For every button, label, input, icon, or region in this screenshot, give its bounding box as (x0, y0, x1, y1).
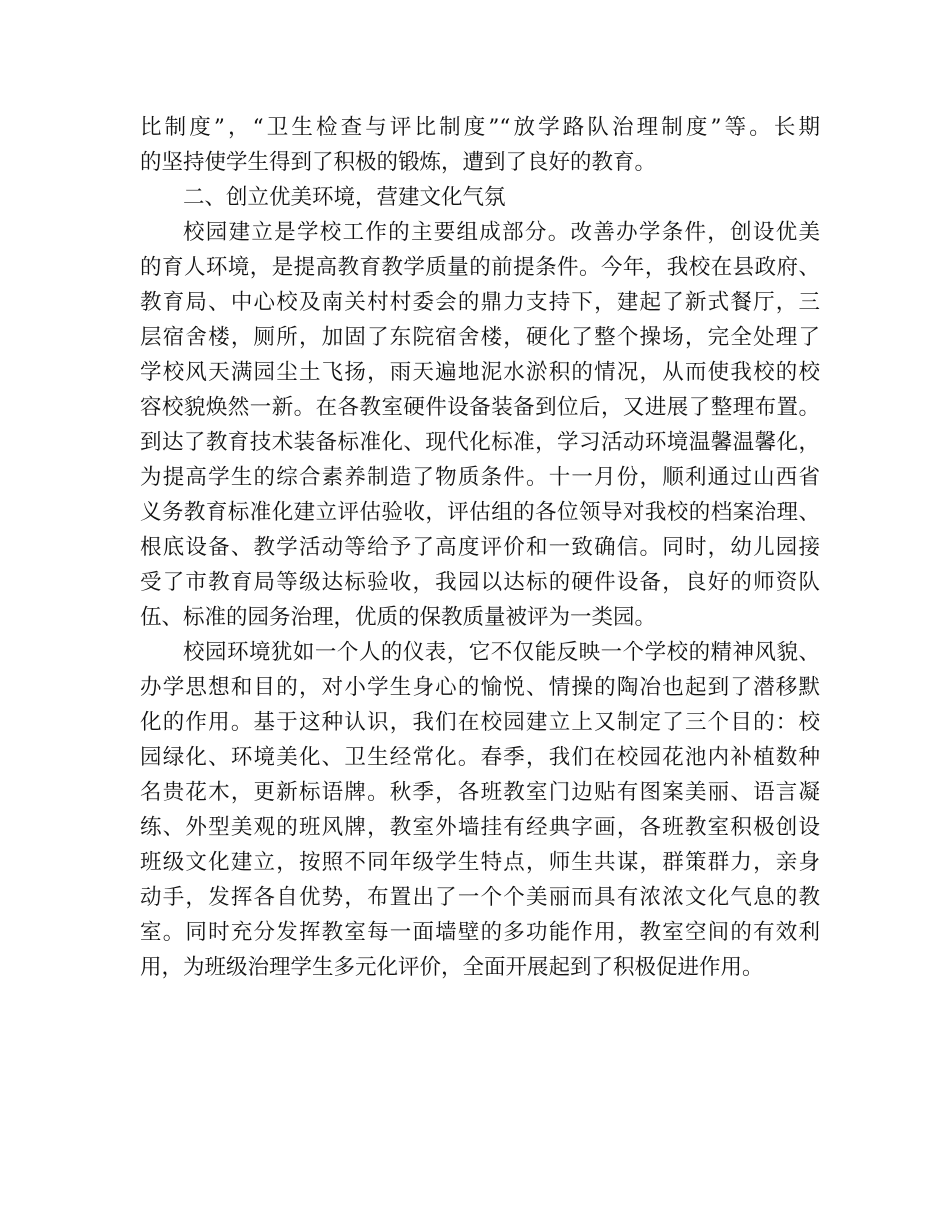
text-line: 班级文化建立，按照不同年级学生特点，师生共谋，群策群力，亲身 (140, 850, 820, 875)
text-line: 校园建立是学校工作的主要组成部分。改善办学条件，创设优美 (183, 220, 820, 245)
text-line: 容校貌焕然一新。在各教室硬件设备装备到位后，又进展了整理布置。 (140, 395, 820, 420)
paragraph-campus-environment (140, 635, 820, 985)
heading-text: 二、创立优美环境，营建文化气氛 (183, 185, 506, 210)
text-line: 比制度”，“卫生检查与评比制度”“放学路队治理制度”等。长期 (140, 115, 820, 140)
text-line: 根底设备、教学活动等给予了高度评价和一致确信。同时，幼儿园接 (140, 535, 820, 560)
paragraph-continuation (140, 110, 820, 180)
section-heading (140, 180, 820, 215)
text-line: 层宿舍楼，厕所，加固了东院宿舍楼，硬化了整个操场，完全处理了 (140, 325, 820, 350)
text-line: 义务教育标准化建立评估验收，评估组的各位领导对我校的档案治理、 (140, 500, 820, 525)
text-line: 名贵花木，更新标语牌。秋季，各班教室门边贴有图案美丽、语言凝 (140, 780, 820, 805)
text-line: 伍、标准的园务治理，优质的保教质量被评为一类园。 (140, 605, 657, 630)
text-line: 的育人环境，是提高教育教学质量的前提条件。今年，我校在县政府、 (140, 255, 820, 280)
text-line: 用，为班级治理学生多元化评价，全面开展起到了积极促进作用。 (140, 955, 764, 980)
text-line: 动手，发挥各自优势，布置出了一个个美丽而具有浓浓文化气息的教 (140, 885, 820, 910)
text-line: 办学思想和目的，对小学生身心的愉悦、情操的陶冶也起到了潜移默 (140, 675, 820, 700)
text-line: 室。同时充分发挥教室每一面墙壁的多功能作用，教室空间的有效利 (140, 920, 820, 945)
text-line: 为提高学生的综合素养制造了物质条件。十一月份，顺利通过山西省 (140, 465, 820, 490)
paragraph-campus-construction (140, 215, 820, 635)
text-line: 受了市教育局等级达标验收，我园以达标的硬件设备，良好的师资队 (140, 570, 820, 595)
text-line: 学校风天满园尘土飞扬，雨天遍地泥水淤积的情况，从而使我校的校 (140, 360, 820, 385)
text-line: 园绿化、环境美化、卫生经常化。春季，我们在校园花池内补植数种 (140, 745, 820, 770)
text-line: 练、外型美观的班风牌，教室外墙挂有经典字画，各班教室积极创设 (140, 815, 820, 840)
text-line: 化的作用。基于这种认识，我们在校园建立上又制定了三个目的：校 (140, 710, 820, 735)
document-body (140, 110, 820, 985)
text-line: 教育局、中心校及南关村村委会的鼎力支持下，建起了新式餐厅，三 (140, 290, 820, 315)
text-line: 到达了教育技术装备标准化、现代化标准，学习活动环境温馨温馨化， (140, 430, 820, 455)
text-line: 校园环境犹如一个人的仪表，它不仅能反映一个学校的精神风貌、 (183, 640, 820, 665)
text-line: 的坚持使学生得到了积极的锻炼，遭到了良好的教育。 (140, 150, 657, 175)
